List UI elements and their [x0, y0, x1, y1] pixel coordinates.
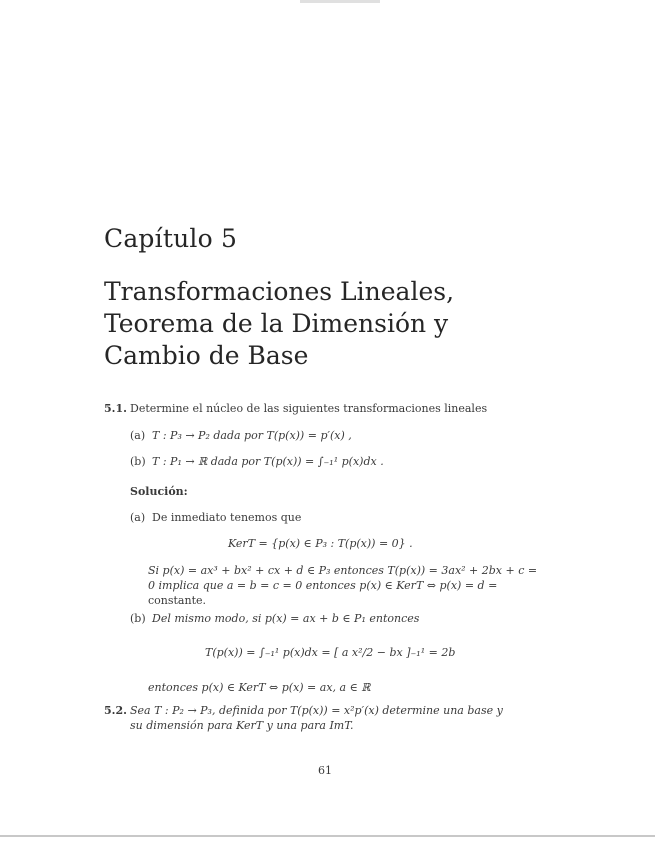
chapter-title	[104, 276, 574, 372]
problem-statement: Determine el núcleo de las siguientes transformaciones lineales	[130, 402, 488, 415]
part-b-text: T : P₁ → ℝ dada por T(p(x)) = ∫₋₁¹ p(x)dx .	[152, 455, 384, 468]
solution-b-intro: Del mismo modo, si p(x) = ax + b ∈ P₁ entonces	[152, 612, 420, 625]
chapter-title-line: Cambio de Base	[104, 341, 309, 370]
part-label: (b)	[130, 455, 146, 468]
part-a-text: T : P₃ → P₂ dada por T(p(x)) = p′(x) ,	[152, 429, 352, 442]
chapter-label: Capítulo 5	[104, 224, 238, 253]
part-label: (b)	[130, 612, 146, 625]
page-number: 61	[318, 764, 332, 777]
solution-a-line: 0 implica que a = b = c = 0 entonces p(x) ∈ KerT ⇔ p(x) = d =	[148, 579, 498, 592]
solution-a-line: Si p(x) = ax³ + bx² + cx + d ∈ P₃ entonces T(p(x)) = 3ax² + 2bx + c =	[148, 564, 538, 577]
part-label: (a)	[130, 511, 146, 524]
chapter-title-line: Transformaciones Lineales,	[104, 277, 455, 306]
problem-number: 5.2.	[104, 704, 127, 717]
chapter-title-line: Teorema de la Dimensión y	[104, 309, 449, 338]
problem-statement: Sea T : P₂ → P₃, definida por T(p(x)) = x²p′(x) determine una base y	[130, 704, 503, 717]
kernel-equation: KerT = {p(x) ∈ P₃ : T(p(x)) = 0} .	[228, 537, 413, 550]
solution-b-conclusion: entonces p(x) ∈ KerT ⇔ p(x) = ax, a ∈ ℝ	[148, 681, 371, 694]
problem-statement: su dimensión para KerT y una para ImT.	[130, 719, 354, 732]
scan-edge	[0, 835, 655, 837]
integral-equation: T(p(x)) = ∫₋₁¹ p(x)dx = [ a x²/2 − bx ]₋₁¹ = 2b	[205, 646, 456, 659]
part-label: (a)	[130, 429, 146, 442]
problem-number: 5.1.	[104, 402, 127, 415]
solution-a-intro: De inmediato tenemos que	[152, 511, 302, 524]
scan-artifact	[300, 0, 380, 3]
solution-a-line: constante.	[148, 594, 207, 607]
solution-heading: Solución:	[130, 485, 188, 498]
